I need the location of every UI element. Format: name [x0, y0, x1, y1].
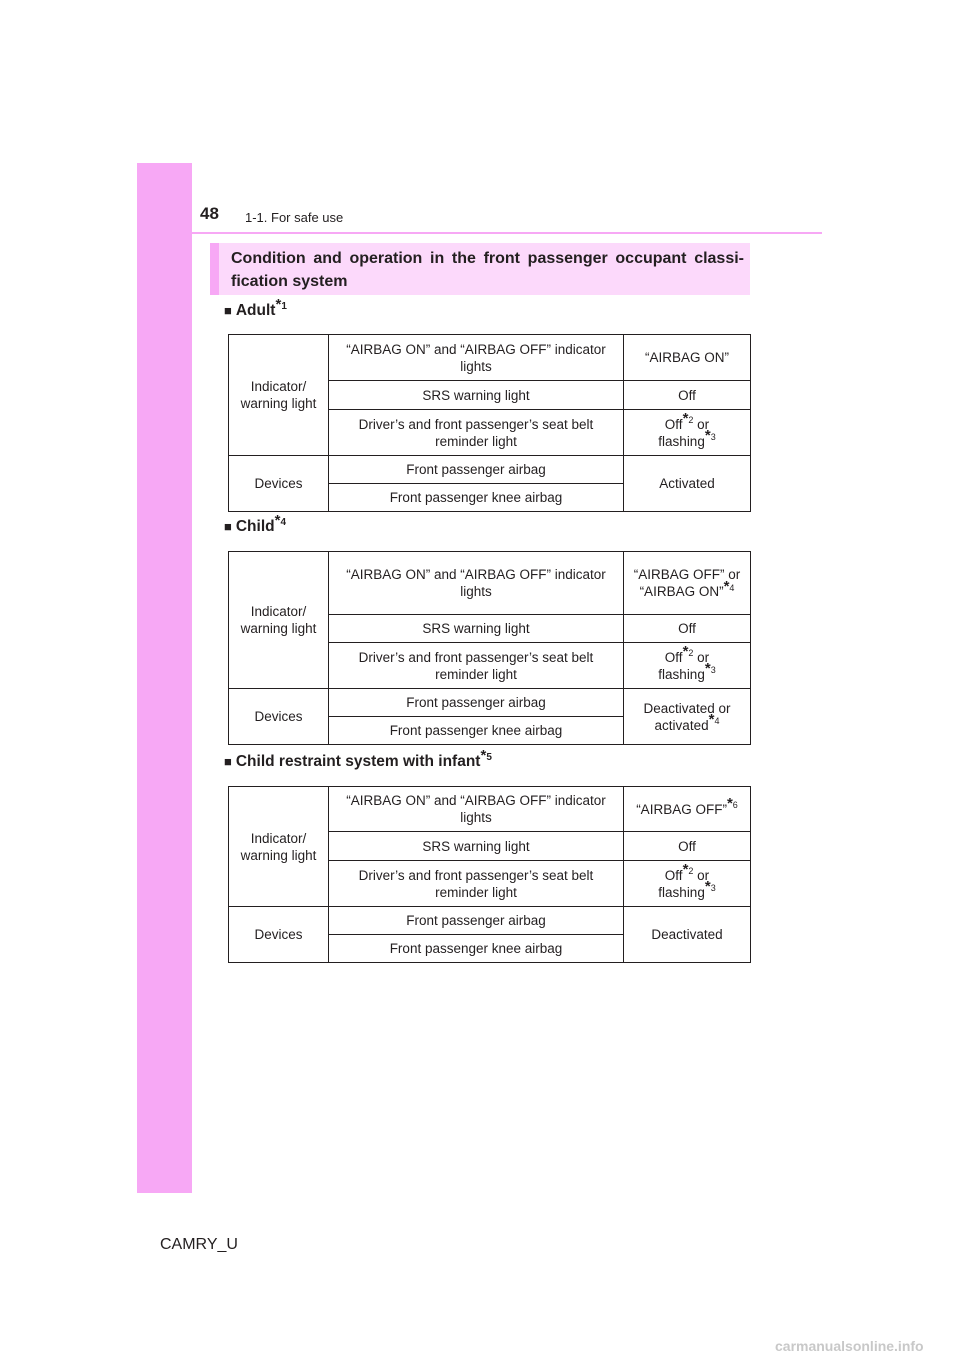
devices-label: Devices [229, 907, 329, 963]
seatbelt-state: Off$^{*2}$ or flashing$^{*3}$ [624, 643, 751, 689]
seatbelt-state: Off$^{*2}$ or flashing$^{*3}$ [624, 861, 751, 907]
srs-state: Off [624, 832, 751, 861]
airbag-lights-label: “AIRBAG ON” and “AIRBAG OFF” indicator lights [329, 552, 624, 615]
srs-label: SRS warning light [329, 615, 624, 643]
footnote-star: * [274, 511, 281, 529]
footer-model: CAMRY_U [160, 1236, 238, 1253]
child-subheading [224, 511, 287, 536]
infant-subheading [224, 746, 492, 771]
devices-state: Activated [624, 456, 751, 512]
devices-state: Deactivated [624, 907, 751, 963]
adult-title: Adult [235, 302, 276, 319]
infant-table [228, 786, 751, 963]
footnote-number: 1 [281, 300, 287, 312]
side-tab [137, 163, 192, 1193]
child-table [228, 551, 751, 745]
condition-heading: Condition and operation in the front passenger occupant classi-fication system [210, 243, 750, 295]
adult-subheading [224, 295, 287, 320]
indicator-label: Indicator/ warning light [229, 335, 329, 456]
airbag-state: “AIRBAG ON” [624, 335, 751, 381]
srs-state: Off [624, 615, 751, 643]
knee-airbag-label: Front passenger knee airbag [329, 935, 624, 963]
page-number: 48 [200, 204, 219, 223]
srs-label: SRS warning light [329, 832, 624, 861]
seatbelt-label: Driver’s and front passenger’s seat belt reminder light [329, 410, 624, 456]
front-airbag-label: Front passenger airbag [329, 689, 624, 717]
airbag-state: “AIRBAG OFF”$^{*6}$ [624, 787, 751, 832]
seatbelt-label: Driver’s and front passenger’s seat belt reminder light [329, 861, 624, 907]
child-title: Child [235, 518, 275, 535]
srs-state: Off [624, 381, 751, 410]
devices-label: Devices [229, 456, 329, 512]
header-rule [192, 232, 822, 234]
bullet-square-icon: ■ [224, 754, 232, 769]
knee-airbag-label: Front passenger knee airbag [329, 717, 624, 745]
front-airbag-label: Front passenger airbag [329, 907, 624, 935]
seatbelt-state: Off$^{*2}$ or flashing$^{*3}$ [624, 410, 751, 456]
indicator-label: Indicator/ warning light [229, 552, 329, 689]
watermark: carmanualsonline.info [775, 1338, 924, 1354]
indicator-label: Indicator/ warning light [229, 787, 329, 907]
front-airbag-label: Front passenger airbag [329, 456, 624, 484]
footnote-number: 4 [280, 516, 287, 528]
devices-state: Deactivated or activated$^{*4}$ [624, 689, 751, 745]
infant-title: Child restraint system with infant [235, 753, 481, 770]
adult-table [228, 334, 751, 512]
airbag-lights-label: “AIRBAG ON” and “AIRBAG OFF” indicator lights [329, 335, 624, 381]
section-title: 1-1. For safe use [245, 210, 344, 225]
footnote-star: * [480, 746, 487, 764]
srs-label: SRS warning light [329, 381, 624, 410]
airbag-state: “AIRBAG OFF” or “AIRBAG ON”$^{*4}$ [624, 552, 751, 615]
airbag-lights-label: “AIRBAG ON” and “AIRBAG OFF” indicator lights [329, 787, 624, 832]
seatbelt-label: Driver’s and front passenger’s seat belt reminder light [329, 643, 624, 689]
bullet-square-icon: ■ [224, 303, 232, 318]
bullet-square-icon: ■ [224, 519, 232, 534]
footnote-number: 5 [486, 751, 492, 763]
footnote-star: * [275, 295, 282, 313]
knee-airbag-label: Front passenger knee airbag [329, 484, 624, 512]
devices-label: Devices [229, 689, 329, 745]
